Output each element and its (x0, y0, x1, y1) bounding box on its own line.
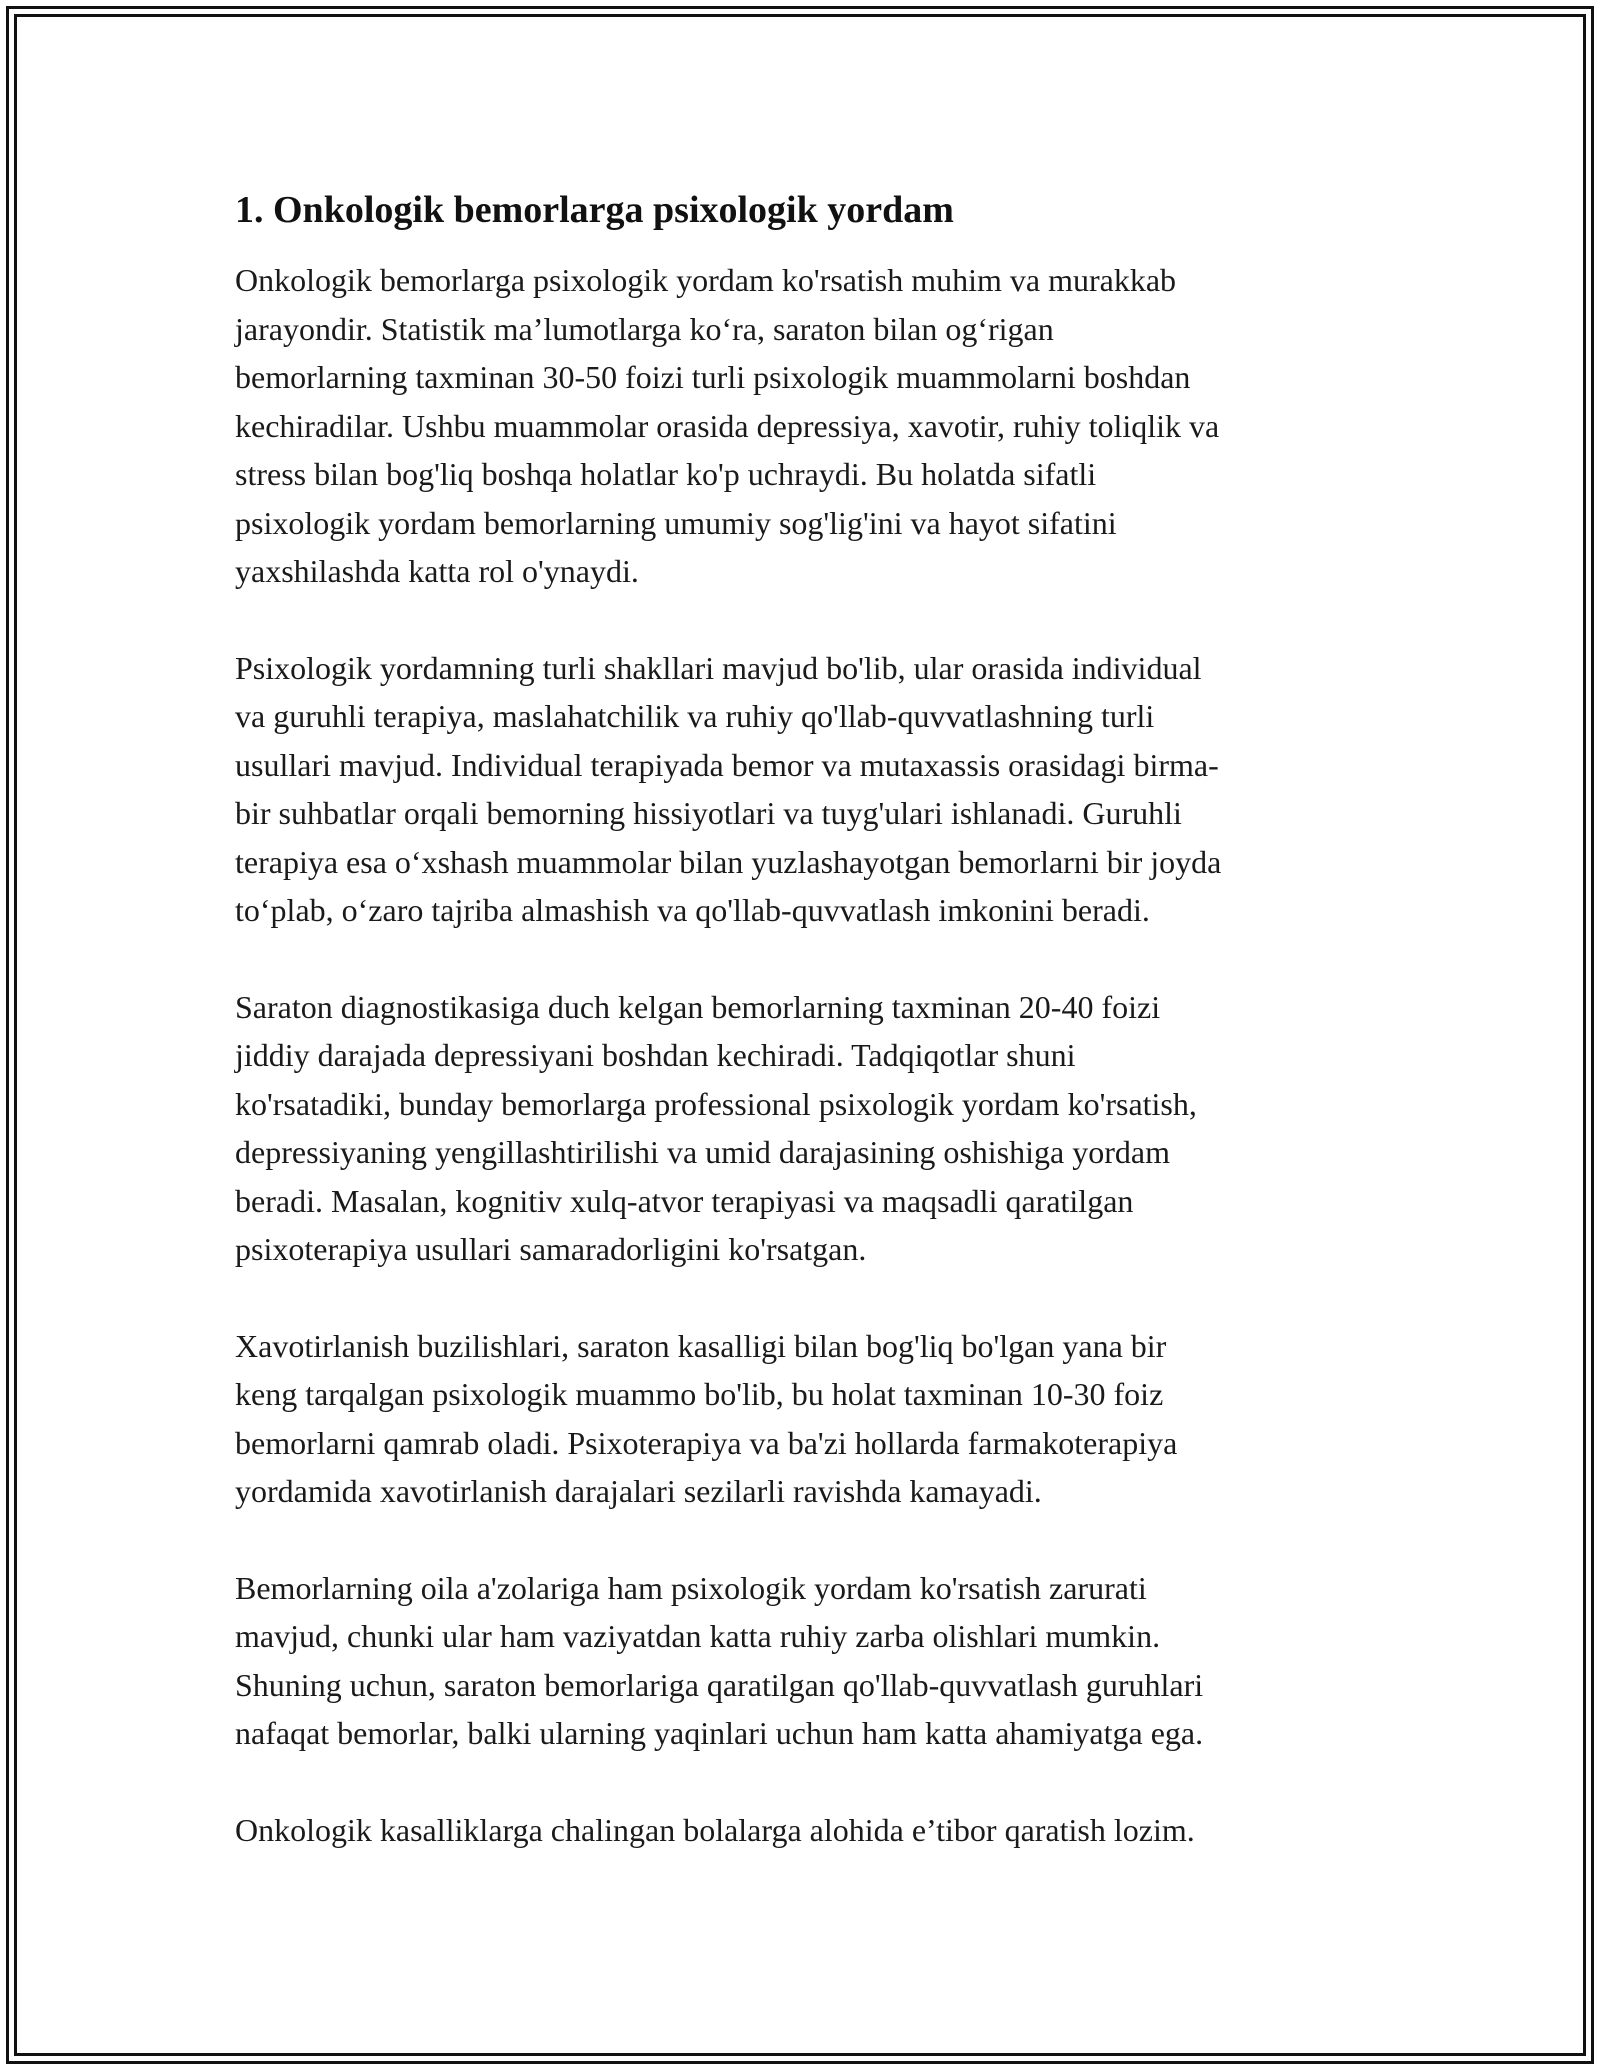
paragraph-6: Onkologik kasalliklarga chalingan bolalarga alohida e’tibor qaratish lozim. (235, 1811, 1195, 1848)
document-body (235, 186, 1375, 1902)
paragraph-5: Bemorlarning oila a'zolariga ham psixologik yordam ko'rsatish zarurati mavjud, chunki ular ham vaziyatdan katta ruhiy zarba olishlari mumkin. Shuning uchun, saraton bemorlariga qaratilgan qo'llab-quvvatlash guruhlari nafaqat bemorlar, balki ularning yaqinlari uchun ham katta ahamiyatga ega. (235, 1569, 1204, 1751)
paragraph-1: Onkologik bemorlarga psixologik yordam ko'rsatish muhim va murakkab jarayondir. Statistik ma’lumotlarga ko‘ra, saraton bilan og‘rigan bemorlarning taxminan 30-50 foizi turli psixologik muammolarni boshdan kechiradilar. Ushbu muammolar orasida depressiya, xavotir, ruhiy toliqlik va stress bilan bog'liq boshqa holatlar ko'p uchraydi. Bu holatda sifatli psixologik yordam bemorlarning umumiy sog'lig'ini va hayot sifatini yaxshilashda katta rol o'ynaydi. (235, 262, 1220, 589)
section-title: 1. Onkologik bemorlarga psixologik yordam (235, 189, 954, 231)
paragraph-3: Saraton diagnostikasiga duch kelgan bemorlarning taxminan 20-40 foizi jiddiy darajada depressiyani boshdan kechiradi. Tadqiqotlar shuni ko'rsatadiki, bunday bemorlarga professional psixologik yordam ko'rsatish, depressiyaning yengillashtirilishi va umid darajasining oshishiga yordam beradi. Masalan, kognitiv xulq-atvor terapiyasi va maqsadli qaratilgan psixoterapiya usullari samaradorligini ko'rsatgan. (235, 988, 1197, 1267)
paragraph-4: Xavotirlanish buzilishlari, saraton kasalligi bilan bog'liq bo'lgan yana bir keng tarqalgan psixologik muammo bo'lib, bu holat taxminan 10-30 foiz bemorlarni qamrab oladi. Psixoterapiya va ba'zi hollarda farmakoterapiya yordamida xavotirlanish darajalari sezilarli ravishda kamayadi. (235, 1327, 1178, 1509)
paragraph-2: Psixologik yordamning turli shakllari mavjud bo'lib, ular orasida individual va guruhli terapiya, maslahatchilik va ruhiy qo'llab-quvvatlashning turli usullari mavjud. Individual terapiyada bemor va mutaxassis orasidagi birma- bir suhbatlar orqali bemorning hissiyotlari va tuyg'ulari ishlanadi. Guruhli terapiya esa o‘xshash muammolar bilan yuzlashayotgan bemorlarni bir joyda to‘plab, o‘zaro tajriba almashish va qo'llab-quvvatlash imkonini beradi. (235, 649, 1222, 928)
